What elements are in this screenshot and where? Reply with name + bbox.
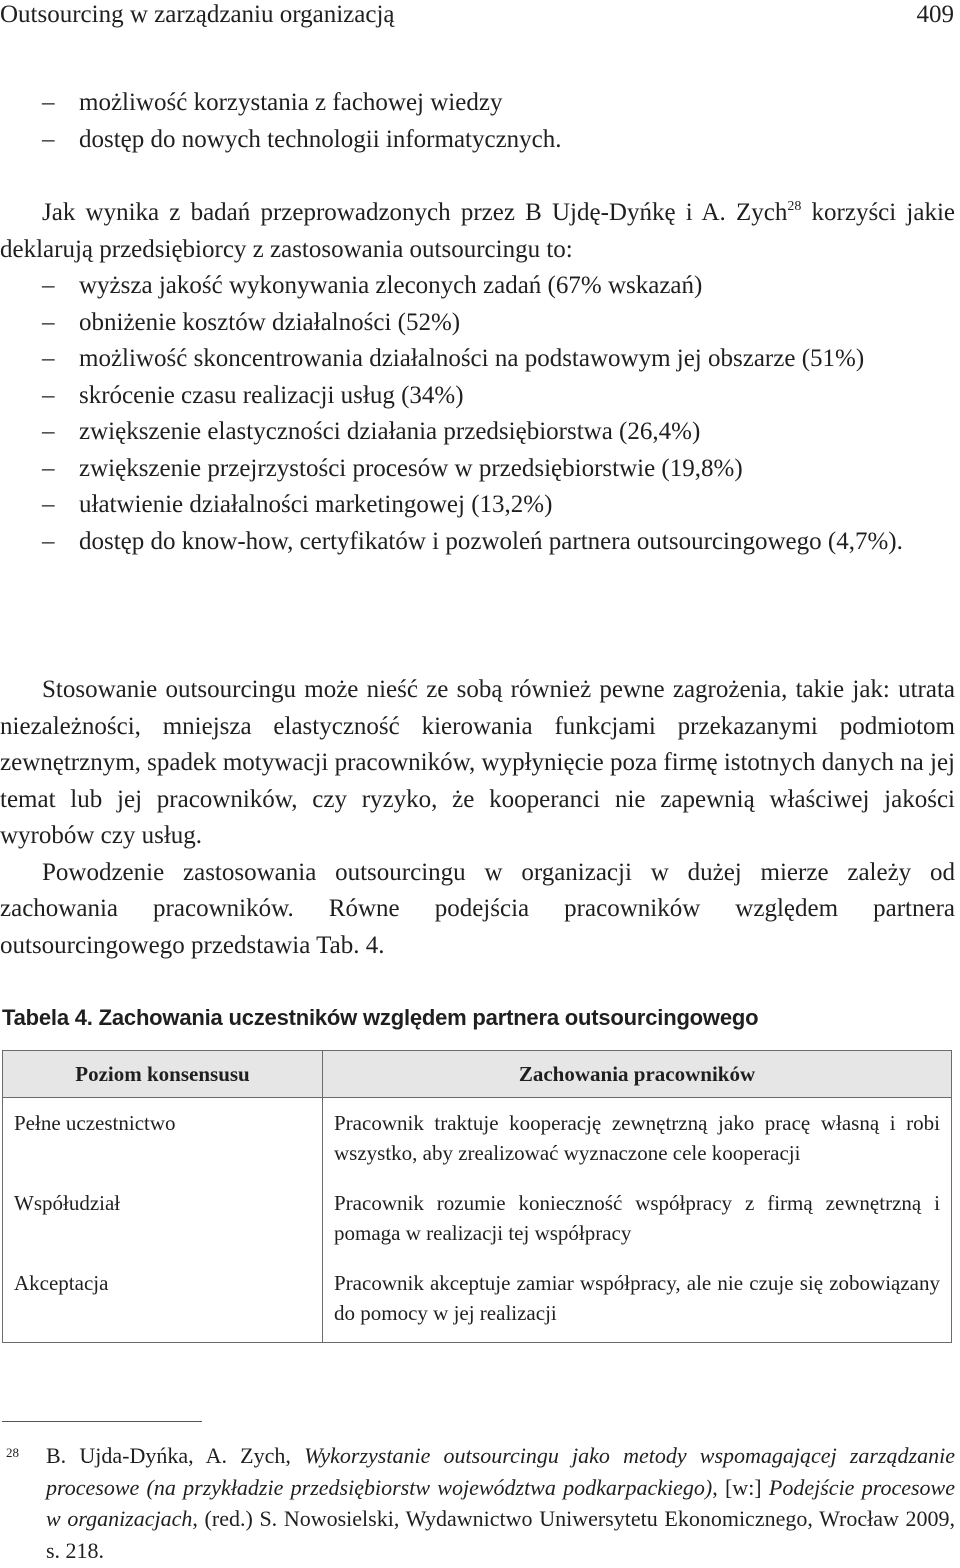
behaviour-table <box>2 1050 952 1343</box>
page-header <box>0 0 960 34</box>
benefits-block <box>0 195 955 560</box>
list-item-text: dostęp do know-how, certyfikatów i pozwoleń partnera outsourcingowego (4,7%). <box>79 527 903 555</box>
table-cell: Pracownik traktuje kooperację zewnętrzną jako pracę własną i robi wszystko, aby zrealizować wyznaczone cele kooperacji <box>323 1098 952 1183</box>
running-title: Outsourcing w zarządzaniu organizacją <box>0 1 395 28</box>
footnote-separator <box>2 1421 202 1422</box>
list-dash: – <box>42 308 55 336</box>
top-list <box>0 85 955 158</box>
list-item <box>0 122 955 159</box>
list-item-text: możliwość korzystania z fachowej wiedzy <box>79 89 503 116</box>
footnote-title: Wykorzystanie outsourcingu jako metody wspomagającej zarządzanie procesowe (na przykładzie przedsiębiorstw województwa podkarpackiego) <box>46 1443 955 1500</box>
list-item-text: zwiększenie elastyczności działania przedsiębiorstwa (26,4%) <box>79 418 701 445</box>
table-cell: Pracownik akceptuje zamiar współpracy, ale nie czuje się zobowiązany do pomocy w jej realizacji <box>323 1262 952 1343</box>
table-row <box>3 1098 952 1183</box>
list-item <box>0 378 955 415</box>
table-header-row <box>3 1051 952 1098</box>
list-item-text: zwiększenie przejrzystości procesów w przedsiębiorstwie (19,8%) <box>79 454 743 482</box>
footnote-rest: , (red.) S. Nowosielski, Wydawnictwo Uniwersytetu Ekonomicznego, Wrocław 2009, s. 218. <box>46 1506 955 1563</box>
list-dash: – <box>42 454 55 482</box>
list-item <box>0 305 955 342</box>
list-item-text: dostęp do nowych technologii informatycznych. <box>79 125 562 153</box>
list-item <box>0 487 955 524</box>
footnote-authors: B. Ujda-Dyńka, A. Zych, <box>46 1443 305 1468</box>
list-item <box>0 85 955 122</box>
footnote-text <box>0 1440 955 1566</box>
column-header: Poziom konsensusu <box>3 1051 323 1098</box>
table-cell: Pełne uczestnictwo <box>3 1098 323 1183</box>
footnote-mid: , [w:] <box>712 1474 769 1500</box>
list-dash: – <box>42 345 55 372</box>
list-dash: – <box>42 125 55 153</box>
table-row <box>3 1262 952 1343</box>
success-paragraph: Powodzenie zastosowania outsourcingu w organizacji w dużej mierze zależy od zachowania pracowników. Równe podejścia pracowników względem partnera outsourcingowego przedstawia Tab. 4. <box>0 858 955 959</box>
list-dash: – <box>42 272 55 299</box>
intro-text-before: Jak wynika z badań przeprowadzonych przez B Ujdę-Dyńkę i A. Zych <box>42 199 788 226</box>
list-dash: – <box>42 491 55 518</box>
intro-paragraph <box>0 195 955 268</box>
list-dash: – <box>42 527 55 555</box>
list-item <box>0 341 955 378</box>
table-cell: Pracownik rozumie konieczność współpracy z firmą zewnętrzną i pomaga w realizacji tej współpracy <box>323 1182 952 1262</box>
list-item-text: obniżenie kosztów działalności (52%) <box>79 308 461 336</box>
list-item-text: skrócenie czasu realizacji usług (34%) <box>79 381 464 409</box>
footnote-book: Podejście procesowe w organizacjach <box>46 1474 955 1531</box>
threats-paragraph: Stosowanie outsourcingu może nieść ze sobą również pewne zagrożenia, takie jak: utrata niezależności, mniejsza elastyczność kierowania funkcjami przekazanymi podmiotom zewnętrznym, spadek motywacji pracowników, wypłynięcie poza firmę istotnych danych na jej temat lub jej pracowników, czy ryzyko, że kooperanci nie zapewnią właściwej jakości wyrobów czy usług. <box>0 676 956 849</box>
list-dash: – <box>42 418 55 445</box>
list-dash: – <box>42 89 55 116</box>
intro-text-after: korzyści jakie deklarują przedsiębiorcy z zastosowania outsourcingu to: <box>0 199 955 263</box>
list-item <box>0 451 955 488</box>
list-item <box>0 414 955 451</box>
column-header: Zachowania pracowników <box>323 1051 952 1098</box>
list-item-text: możliwość skoncentrowania działalności na podstawowym jej obszarze (51%) <box>79 345 865 372</box>
list-item-text: ułatwienie działalności marketingowej (13,2%) <box>79 491 553 518</box>
table-cell: Współudział <box>3 1182 323 1262</box>
list-item-text: wyższa jakość wykonywania zleconych zadań (67% wskazań) <box>79 272 703 299</box>
table-cell: Akceptacja <box>3 1262 323 1343</box>
benefits-list <box>0 268 955 560</box>
list-dash: – <box>42 381 55 409</box>
footnote <box>0 1440 955 1566</box>
page-number: 409 <box>916 1 954 28</box>
body-text-block <box>0 672 955 964</box>
table-caption: Tabela 4. Zachowania uczestników względem partnera outsourcingowego <box>2 1005 759 1030</box>
footnote-ref[interactable]: 28 <box>787 199 802 214</box>
table-row <box>3 1182 952 1262</box>
list-item <box>0 268 955 305</box>
footnote-number: 28 <box>6 1445 19 1460</box>
list-item <box>0 524 955 561</box>
top-list-block <box>0 85 955 158</box>
